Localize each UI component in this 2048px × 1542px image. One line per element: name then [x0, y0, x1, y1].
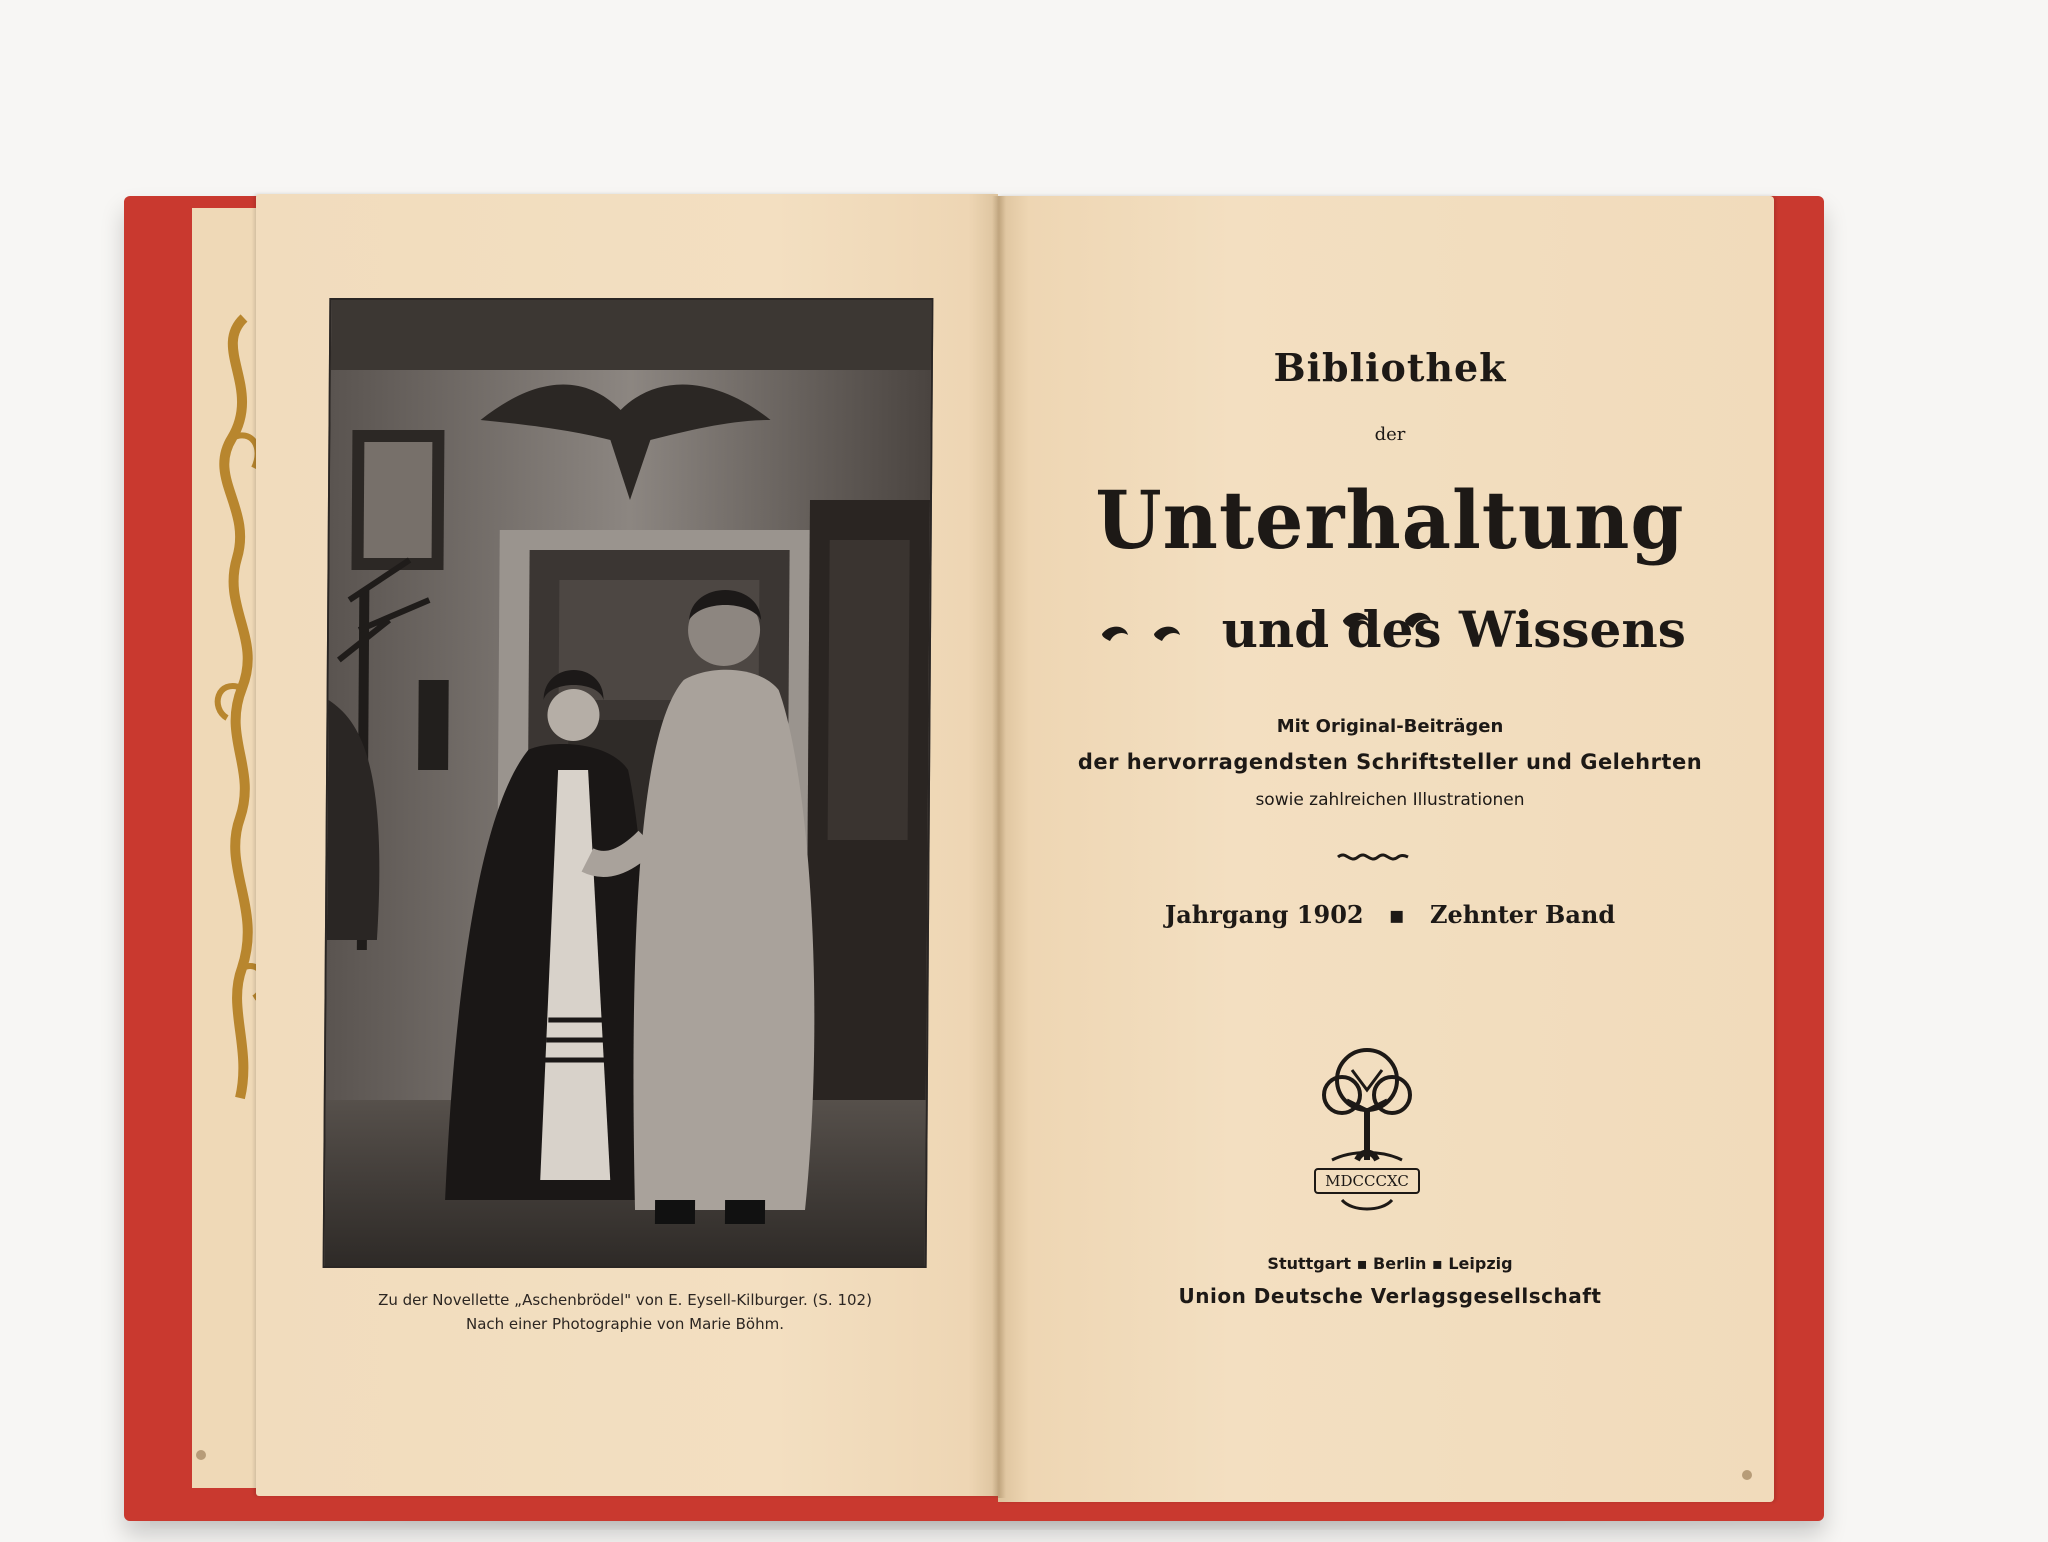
title-unterhaltung-text: Unterhaltung [1095, 473, 1685, 567]
publisher-cities: Stuttgart ▪ Berlin ▪ Leipzig [1267, 1254, 1513, 1273]
band: Zehnter Band [1430, 900, 1616, 929]
subtitle-1: Mit Original-Beiträgen [1276, 716, 1504, 737]
photo-caption [300, 1288, 950, 1336]
subtitle-3: sowie zahlreichen Illustrationen [1255, 790, 1525, 810]
photograph-couple-in-doorway-icon [325, 300, 932, 1266]
title-bibliothek: Bibliothek [1273, 345, 1507, 390]
leaf-ornament-icon [1094, 619, 1204, 649]
jahrgang: Jahrgang 1902 [1164, 900, 1364, 929]
caption-line-1: Zu der Novellette „Aschenbrödel" von E. Eysell-Kilburger. (S. 102) [378, 1291, 872, 1309]
publisher-name: Union Deutsche Verlagsgesellschaft [1178, 1284, 1602, 1308]
title-und-des-wissens-text: und des Wissens [1221, 600, 1686, 659]
caption-line-2: Nach einer Photographie von Marie Böhm. [465, 1315, 784, 1333]
title-und-des-wissens [1040, 600, 1740, 659]
logo-year-text: MDCCCXC [1314, 1168, 1420, 1194]
frontispiece-photograph [323, 298, 934, 1268]
book-gutter [992, 196, 1006, 1498]
edition-line [1040, 900, 1740, 929]
subtitle-2: der hervorragendsten Schriftsteller und Gelehrten [1077, 750, 1703, 774]
tree-publisher-logo-icon [1312, 1040, 1422, 1224]
binding-hole [196, 1450, 206, 1460]
ornamental-divider-icon [1336, 850, 1410, 864]
binding-hole [1742, 1470, 1752, 1480]
separator-dot-icon: ▪ [1371, 900, 1422, 929]
title-der: der [1374, 424, 1406, 445]
